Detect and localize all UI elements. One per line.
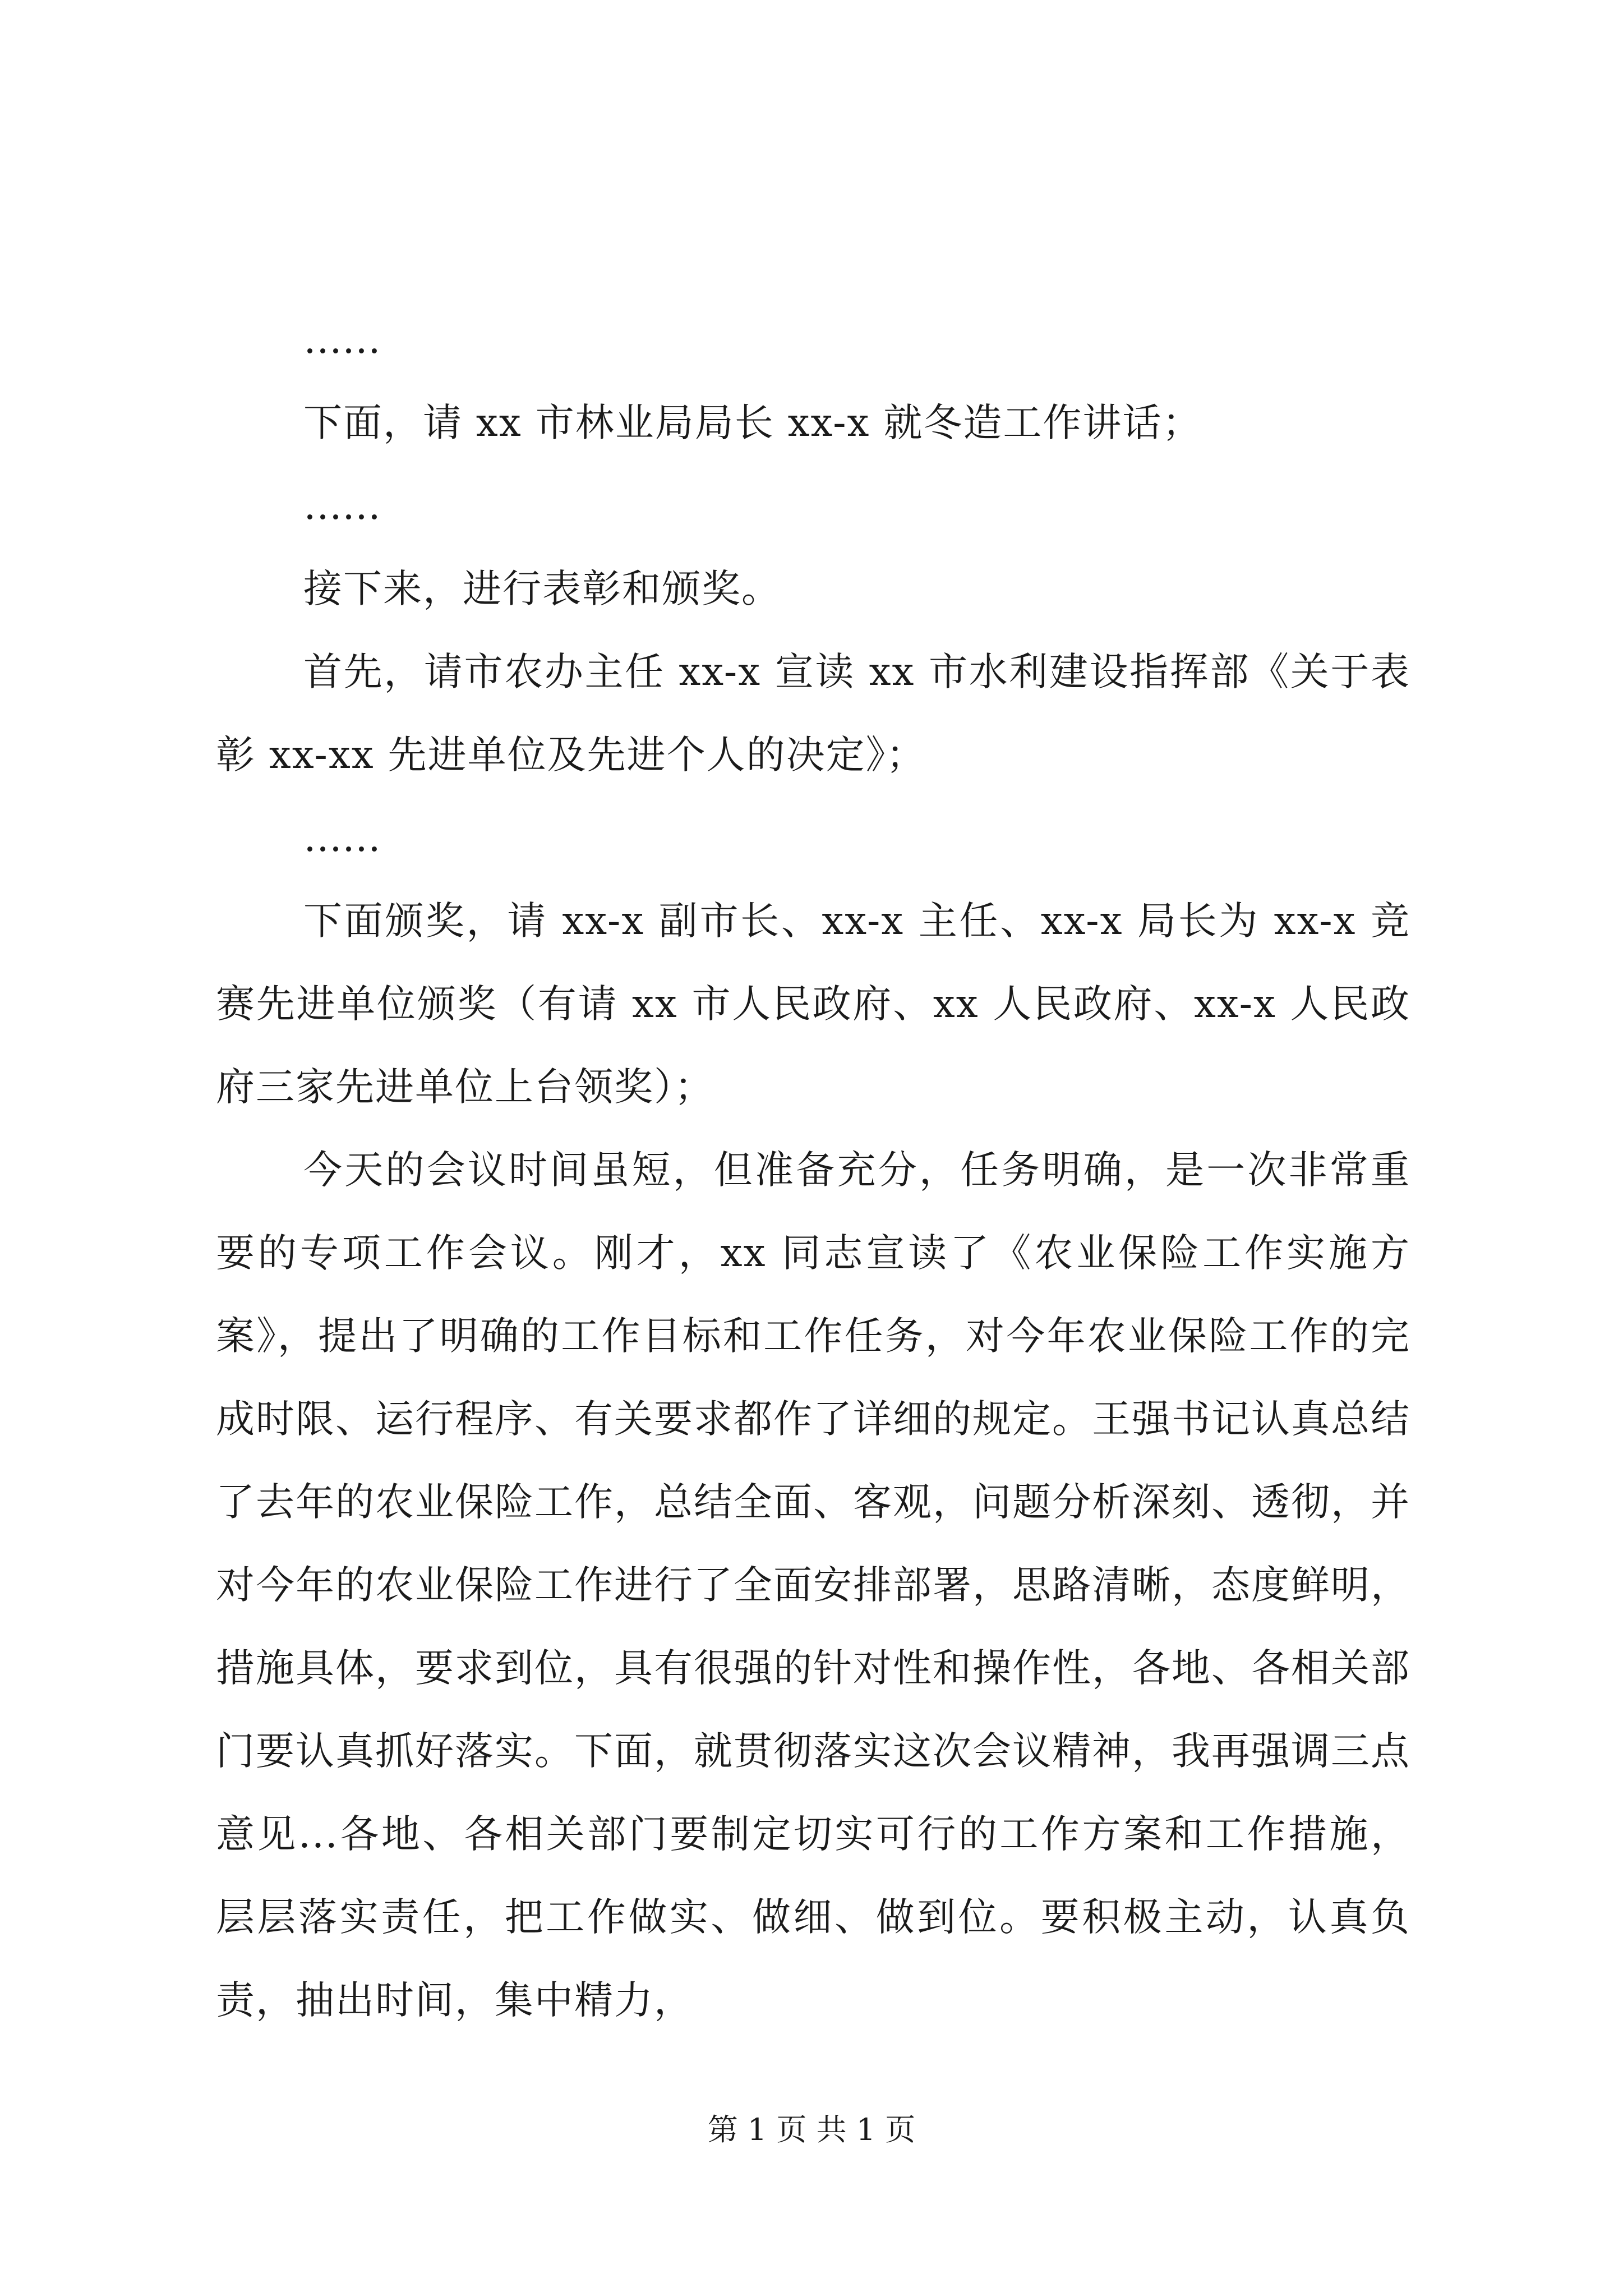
paragraph-decision-reading: 首先，请市农办主任 xx-x 宣读 xx 市水利建设指挥部《关于表彰 xx-xx 先进单位及先进个人的决定》；: [216, 650, 1410, 777]
document-body: [216, 298, 1410, 2042]
paragraph-ellipsis: ……: [303, 318, 381, 362]
page-footer: 第 1 页 共 1 页: [707, 2112, 916, 2147]
paragraph-meeting-summary: 今天的会议时间虽短，但准备充分，任务明确，是一次非常重要的专项工作会议。刚才，xx 同志宣读了《农业保险工作实施方案》，提出了明确的工作目标和工作任务，对今年农业保险工作的完成时限、运行程序、有关要求都作了详细的规定。王强书记认真总结了去年的农业保险工作，总结全面、客观，问题分析深刻、透彻，并对今年的农业保险工作进行了全面安排部署，思路清晰，态度鲜明，措施具体，要求到位，具有很强的针对性和操作性，各地、各相关部门要认真抓好落实。下面，就贯彻落实这次会议精神，我再强调三点意见...各地、各相关部门要制定切实可行的工作方案和工作措施，层层落实责任，把工作做实、做细、做到位。要积极主动，认真负责，抽出时间，集中精力，: [216, 1148, 1410, 2023]
paragraph-ellipsis: ……: [303, 484, 381, 528]
paragraph-forestry-speech: 下面，请 xx 市林业局局长 xx-x 就冬造工作讲话；: [303, 401, 1202, 445]
paragraph-ellipsis: ……: [303, 816, 381, 861]
paragraph-award-presentation: 下面颁奖，请 xx-x 副市长、xx-x 主任、xx-x 局长为 xx-x 竞赛先进单位颁奖（有请 xx 市人民政府、xx 人民政府、xx-x 人民政府三家先进单位上台领奖）；: [216, 899, 1410, 1110]
paragraph-commendation-intro: 接下来，进行表彰和颁奖。: [303, 567, 781, 611]
